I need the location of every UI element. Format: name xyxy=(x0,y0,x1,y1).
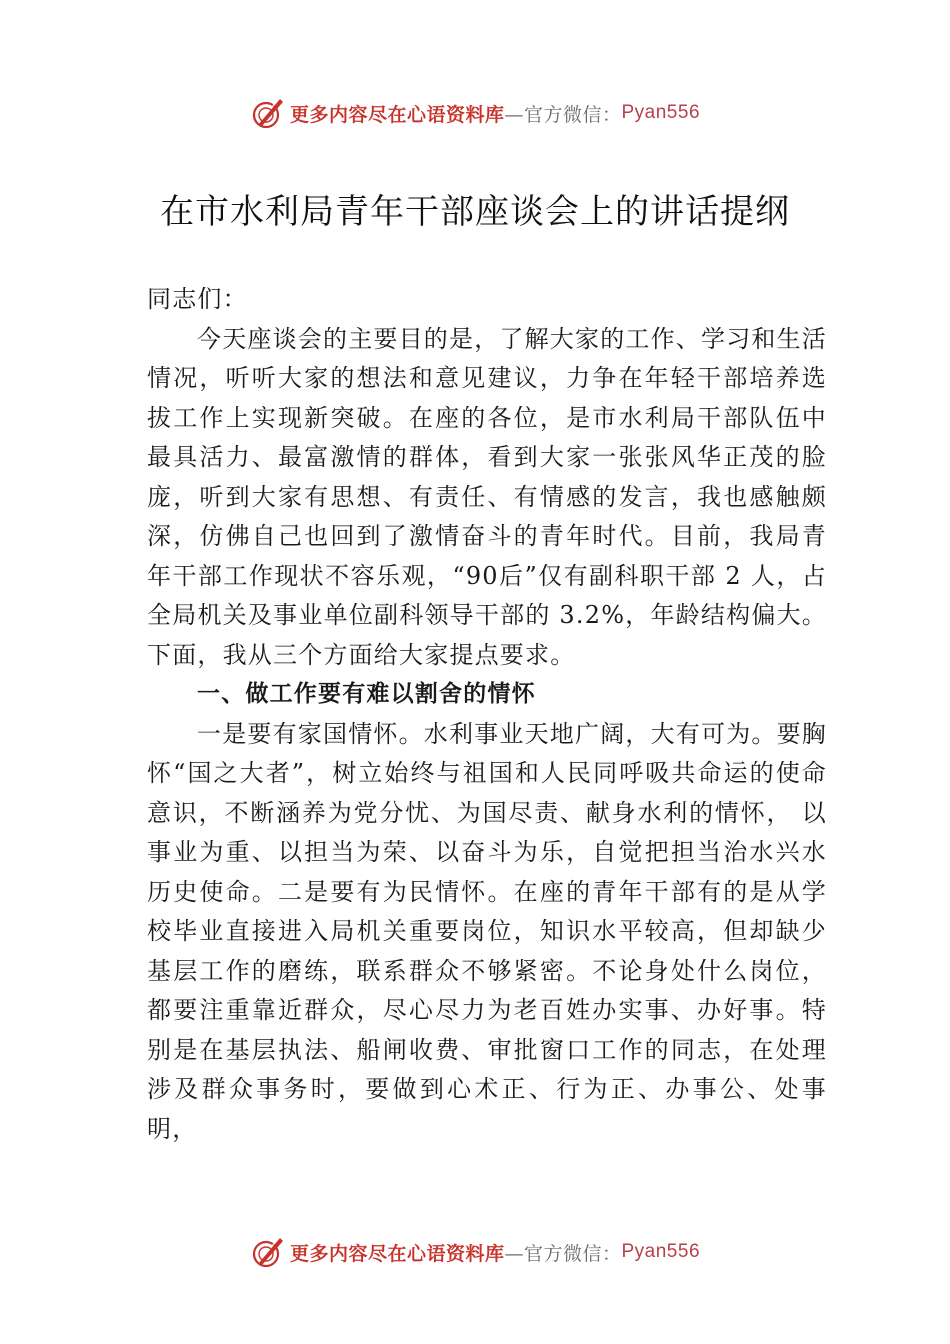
banner-wechat-id: Pyan556 xyxy=(621,1241,701,1262)
paragraph-section-1: 一是要有家国情怀。水利事业天地广阔，大有可为。要胸怀“国之大者”，树立始终与祖国和人民同呼吸共命运的使命意识，不断涵养为党分忧、为国尽责、献身水利的情怀， 以事业为重、以担当为荣、以奋斗为乐，自觉把担当治水兴水历史使命。二是要有为民情怀。在座的青年干部有的是从学校毕业直接进入局机关重要岗位，知识水平较高，但却缺少基层工作的磨练，联系群众不够紧密。不论身处什么岗位， 都要注重靠近群众，尽心尽力为老百姓办实事、办好事。特别是在基层执法、船闸收费、审批窗口工作的同志，在处理涉及群众事务时，要做到心术正、行为正、办事公、处事明， xyxy=(147,719,827,1143)
banner-site-name: 更多内容尽在心语资料库 xyxy=(289,1242,505,1265)
footer-banner xyxy=(0,1234,950,1270)
quill-logo-icon xyxy=(250,95,286,131)
document-body xyxy=(147,280,827,1149)
section-heading: 一、做工作要有难以割舍的情怀 xyxy=(197,681,536,707)
quill-logo-icon xyxy=(250,1234,286,1270)
banner-wechat-label: —官方微信： xyxy=(504,1242,622,1265)
paragraph-intro: 今天座谈会的主要目的是，了解大家的工作、学习和生活情况，听听大家的想法和意见建议，力争在年轻干部培养选拔工作上实现新突破。在座的各位，是市水利局干部队伍中最具活力、最富激情的群体，看到大家一张张风华正茂的脸庞，听到大家有思想、有责任、有情感的发言，我也感触颇深，仿佛自己也回到了激情奋斗的青年时代。目前，我局青年干部工作现状不容乐观，“90后”仅有副科职干部 2 人，占全局机关及事业单位副科领导干部的 3.2%，年龄结构偏大。下面，我从三个方面给大家提点要求。 xyxy=(147,324,827,669)
document-title: 在市水利局青年干部座谈会上的讲话提纲 xyxy=(160,192,790,232)
banner-site-name: 更多内容尽在心语资料库 xyxy=(289,103,505,126)
header-banner xyxy=(0,95,950,131)
salutation: 同志们： xyxy=(147,285,248,313)
banner-wechat-id: Pyan556 xyxy=(621,102,701,123)
banner-wechat-label: —官方微信： xyxy=(504,103,622,126)
